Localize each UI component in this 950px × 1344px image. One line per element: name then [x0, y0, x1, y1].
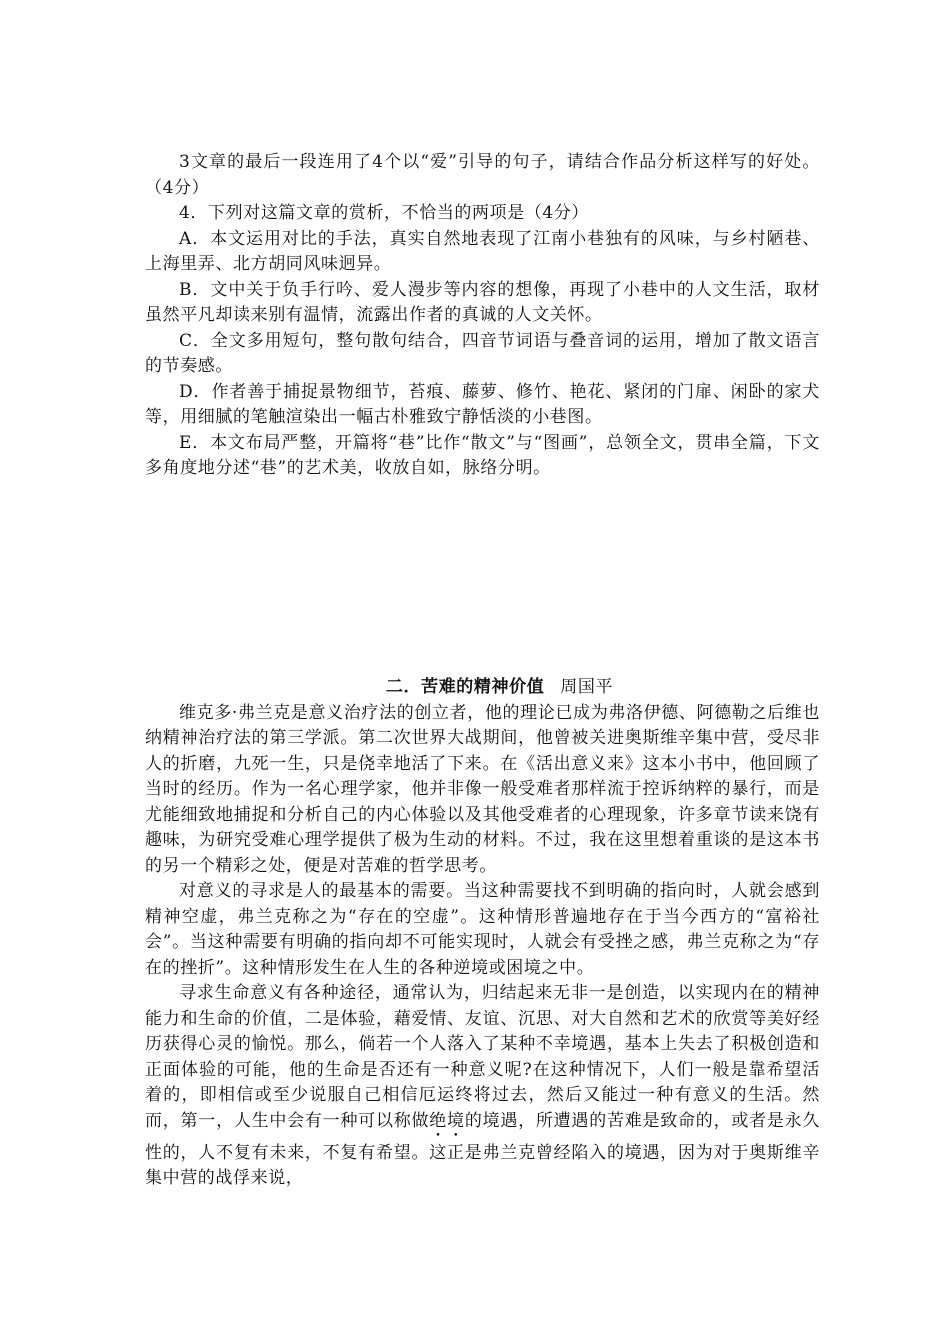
- article-author: 周国平: [560, 677, 614, 697]
- option-b: B．文中关于负手行吟、爱人漫步等内容的想像，再现了小巷中的人文生活，取材虽然平凡却读来别有温情，流露出作者的真诚的人文关怀。: [145, 279, 820, 325]
- question-4: 4．下列对这篇文章的赏析，不恰当的两项是（4分）: [179, 203, 590, 223]
- question-3: 3文章的最后一段连用了4个以“爱”引导的句子，请结合作品分析这样写的好处。（4分）: [145, 152, 820, 198]
- article-title: 二．苦难的精神价值: [385, 677, 545, 697]
- option-e: E．本文布局严整，开篇将“巷”比作“散文”与“图画”，总领全文，贯串全篇，下文多角度地分述“巷”的艺术美，收放自如，脉络分明。: [145, 432, 820, 478]
- article-paragraph: [145, 981, 820, 1192]
- option-c: C．全文多用短句，整句散句结合，四音节词语与叠音词的运用，增加了散文语言的节奏感。: [145, 330, 820, 376]
- option-a: A．本文运用对比的手法，真实自然地表现了江南小巷独有的风味，与乡村陋巷、上海里弄、北方胡同风味迥异。: [145, 228, 820, 274]
- article-paragraph: 维克多·弗兰克是意义治疗法的创立者，他的理论已成为弗洛伊德、阿德勒之后维也纳精神治疗法的第三学派。第二次世界大战期间，他曾被关进奥斯维辛集中营，受尽非人的折磨，九死一生，只是侥幸地活了下来。在《活出意义来》这本小书中，他回顾了当时的经历。作为一名心理学家，他并非像一般受难者那样流于控诉纳粹的暴行，而是尤能细致地捕捉和分析自己的内心体验以及其他受难者的心理现象，许多章节读来饶有趣味，为研究受难心理学提供了极为生动的材料。不过，我在这里想着重谈的是这本书的另一个精彩之处，便是对苦难的哲学思考。: [145, 702, 820, 876]
- questions-section: [145, 150, 820, 482]
- paragraph-text: 的境遇，所遭遇的苦难是致命的，或者是永久性的，人不复有未来，不复有希望。这正是弗兰克曾经陷入的境遇，因为对于奥斯维辛集中营的战俘来说，: [145, 1110, 821, 1188]
- article-title-line: [145, 675, 820, 701]
- article-section: [145, 675, 820, 1192]
- article-paragraph: 对意义的寻求是人的最基本的需要。当这种需要找不到明确的指向时，人就会感到精神空虚，弗兰克称之为“存在的空虚”。这种情形普遍地存在于当今西方的“富裕社会”。当这种需要有明确的指向却不可能实现时，人就会有受挫之感，弗兰克称之为“存在的挫折”。这种情形发生在人生的各种逆境或困境之中。: [145, 881, 820, 978]
- option-d: D．作者善于捕捉景物细节，苔痕、藤萝、修竹、艳花、紧闭的门扉、闲卧的家犬等，用细腻的笔触渲染出一幅古朴雅致宁静恬淡的小巷图。: [145, 381, 820, 427]
- paragraph-text: 寻求生命意义有各种途径，通常认为，归结起来无非一是创造，以实现内在的精神能力和生命的价值，二是体验，藉爱情、友谊、沉思、对大自然和艺术的欣赏等美好经历获得心灵的愉悦。那么，倘若一个人落入了某种不幸境遇，基本上失去了积极创造和正面体验的可能，他的生命是否还有一种意义呢?在这种情况下，人们一般是靠希望活着的，即相信或至少说服自己相信厄运终将过去，然后又能过一种有意义的生活。然而，第一，人生中会有一种可以称做: [145, 983, 820, 1131]
- emphasized-term: 绝境: [429, 1110, 465, 1131]
